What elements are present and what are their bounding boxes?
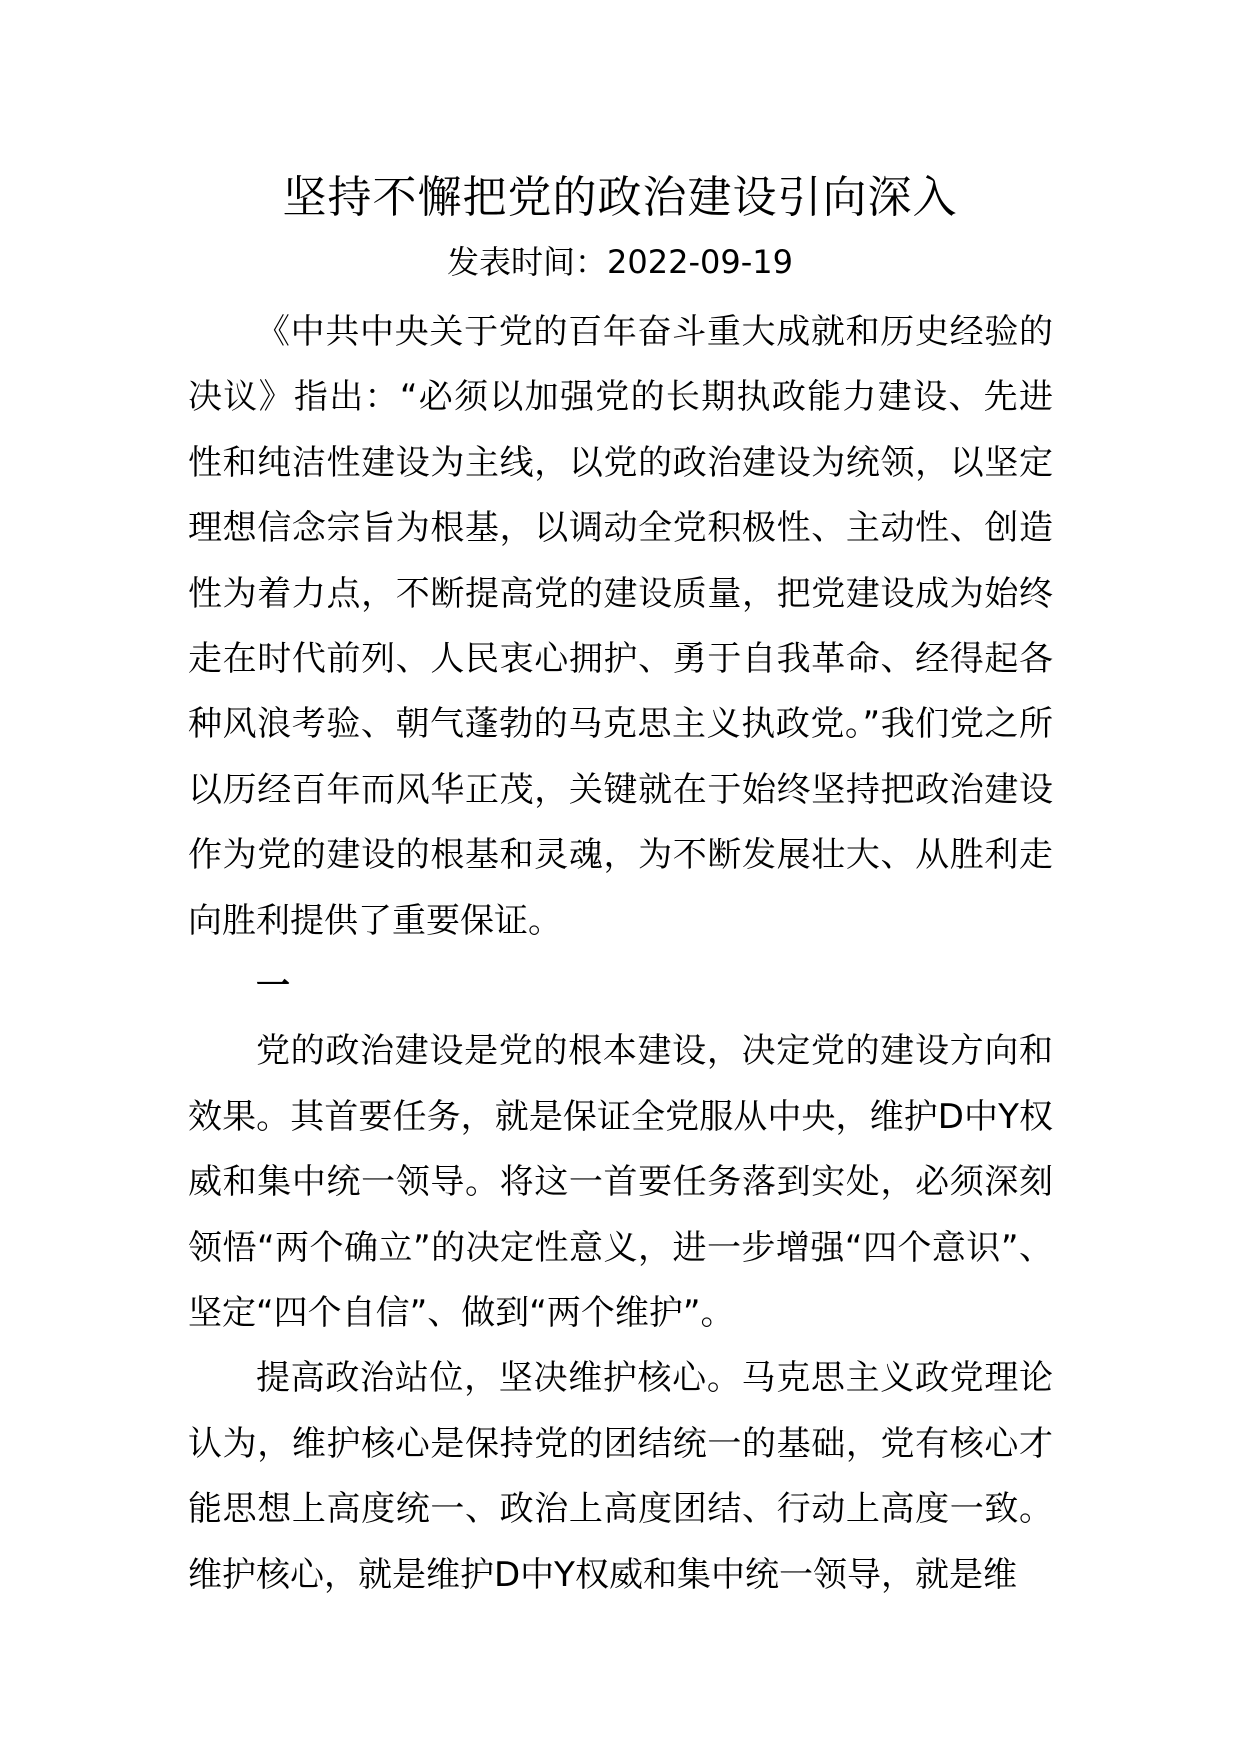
paragraph: 党的政治建设是党的根本建设，决定党的建设方向和效果。其首要任务，就是保证全党服从中央，维护D中Y权威和集中统一领导。将这一首要任务落到实处，必须深刻领悟“两个确立”的决定性意义，进一步增强“四个意识”、坚定“四个自信”、做到“两个维护”。 — [188, 1031, 1053, 1334]
document-title: 坚持不懈把党的政治建设引向深入 — [282, 172, 958, 223]
paragraph: 提高政治站位，坚决维护核心。马克思主义政党理论认为，维护核心是保持党的团结统一的基础，党有核心才能思想上高度统一、政治上高度团结、行动上高度一致。维护核心，就是维护D中Y权威和集中统一领导，就是维 — [188, 1358, 1053, 1595]
document-body — [188, 300, 1053, 1608]
publish-date: 发表时间：2022-09-19 — [447, 243, 793, 281]
section-heading: 一 — [256, 966, 290, 1007]
paragraph: 《中共中央关于党的百年奋斗重大成就和历史经验的决议》指出：“必须以加强党的长期执政能力建设、先进性和纯洁性建设为主线，以党的政治建设为统领，以坚定理想信念宗旨为根基，以调动全党积极性、主动性、创造性为着力点，不断提高党的建设质量，把党建设成为始终走在时代前列、人民衷心拥护、勇于自我革命、经得起各种风浪考验、朝气蓬勃的马克思主义执政党。”我们党之所以历经百年而风华正茂，关键就在于始终坚持把政治建设作为党的建设的根基和灵魂，为不断发展壮大、从胜利走向胜利提供了重要保证。 — [188, 312, 1053, 941]
